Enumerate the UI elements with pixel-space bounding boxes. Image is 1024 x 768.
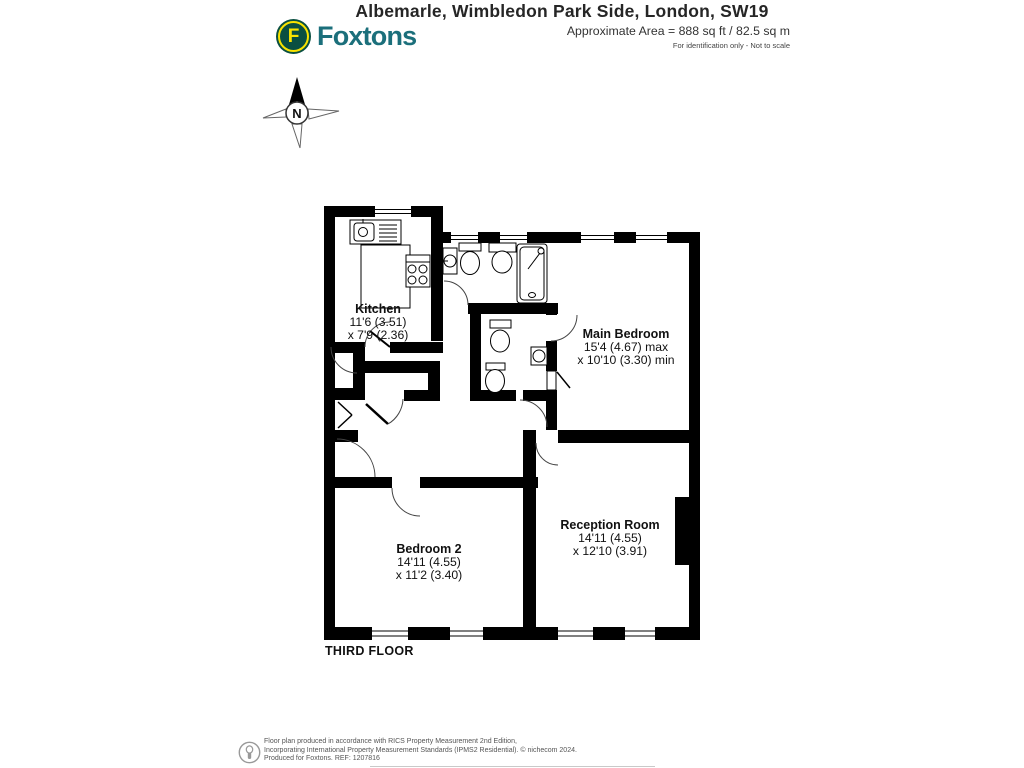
toilet-icon	[461, 252, 480, 275]
room-name: Kitchen	[355, 302, 401, 316]
room-dim: x 11'2 (3.40)	[395, 568, 463, 582]
wc-basin-icon	[533, 350, 545, 362]
chimney-breast	[675, 497, 690, 565]
hob-burner	[419, 265, 427, 273]
kitchen-fixtures	[350, 219, 430, 308]
bathroom-fixtures	[443, 243, 547, 303]
window	[625, 627, 655, 640]
window	[451, 232, 478, 243]
kitchen-counter	[361, 245, 410, 308]
vanity-basin-icon	[492, 251, 512, 273]
wc-fixtures	[486, 320, 548, 393]
foxtons-logo-letter: F	[287, 26, 300, 47]
window	[375, 206, 411, 217]
bedroom2-door-arc	[392, 488, 420, 516]
hob-burner	[419, 276, 427, 284]
footer-line-2: Incorporating International Property Measurement Standards (IPMS2 Residential). © nichecom 2024.	[264, 746, 577, 754]
room-dim: 14'11 (4.55)	[397, 555, 461, 569]
bedroom-closet	[547, 371, 556, 390]
storage-door-leaf	[338, 402, 352, 415]
hob-burner	[408, 265, 416, 273]
room-dim: x 10'10 (3.30) min	[577, 353, 675, 367]
reception-door-arc	[536, 443, 558, 465]
approximate-area-text: Approximate Area = 888 sq ft / 82.5 sq m	[566, 24, 790, 38]
footer-line-1: Floor plan produced in accordance with RICS Property Measurement 2nd Edition,	[264, 738, 517, 745]
room-label-bedroom-2	[396, 542, 462, 582]
footer-line-3: Produced for Foxtons. REF: 1207816	[264, 755, 380, 763]
disclaimer-text: For identification only - Not to scale	[672, 41, 790, 50]
entrance-door-leaf	[366, 404, 388, 424]
bidet-back	[486, 363, 505, 370]
floor-label: THIRD FLOOR	[325, 644, 414, 658]
window	[558, 627, 593, 640]
room-name: Bedroom 2	[396, 542, 462, 556]
room-dim: 15'4 (4.67) max	[583, 340, 669, 354]
window	[581, 232, 614, 243]
compass-east-arm	[308, 109, 339, 119]
room-dim: 14'11 (4.55)	[578, 531, 642, 545]
room-name: Reception Room	[560, 518, 660, 532]
shower-head-icon	[538, 248, 544, 254]
footer-disclaimer	[264, 738, 577, 764]
room-label-reception	[560, 518, 659, 558]
room-dim: 11'6 (3.51)	[349, 315, 407, 329]
page-bottom-divider	[370, 766, 655, 767]
room-name: Main Bedroom	[582, 327, 670, 341]
wc-door-arc	[520, 400, 547, 427]
entrance-door-arc	[388, 399, 403, 424]
compass-rose-icon	[263, 77, 339, 148]
hallway-door-arc	[337, 439, 375, 477]
toilet-cistern	[459, 243, 481, 251]
room-label-kitchen	[348, 302, 409, 342]
window	[372, 627, 408, 640]
compass-south-arm	[292, 124, 302, 148]
storage-door-leaf	[338, 415, 352, 428]
room-label-main-bedroom	[577, 327, 674, 367]
main-bedroom-door-arc	[551, 315, 577, 341]
bath-drain-icon	[529, 293, 536, 298]
hob-burner	[408, 276, 416, 284]
page-title: Albemarle, Wimbledon Park Side, London, SW19	[355, 1, 769, 21]
wc-toilet-cistern	[490, 320, 511, 328]
window	[500, 232, 527, 243]
bidet-icon	[486, 370, 505, 393]
compass-west-arm	[263, 109, 286, 118]
room-dim: x 12'10 (3.91)	[572, 544, 648, 558]
compass-north-label: N	[292, 106, 302, 121]
room-dim: x 7'9 (2.36)	[347, 328, 409, 342]
foxtons-wordmark: Foxtons	[317, 21, 417, 51]
bathroom-door-arc	[444, 281, 468, 305]
oven-icon	[406, 255, 430, 262]
nichecom-logo-icon	[238, 741, 261, 764]
window	[450, 627, 483, 640]
closet-door-leaf	[557, 372, 570, 388]
wc-toilet-icon	[491, 330, 510, 352]
window	[636, 232, 667, 243]
sink-drain-icon	[359, 228, 368, 237]
